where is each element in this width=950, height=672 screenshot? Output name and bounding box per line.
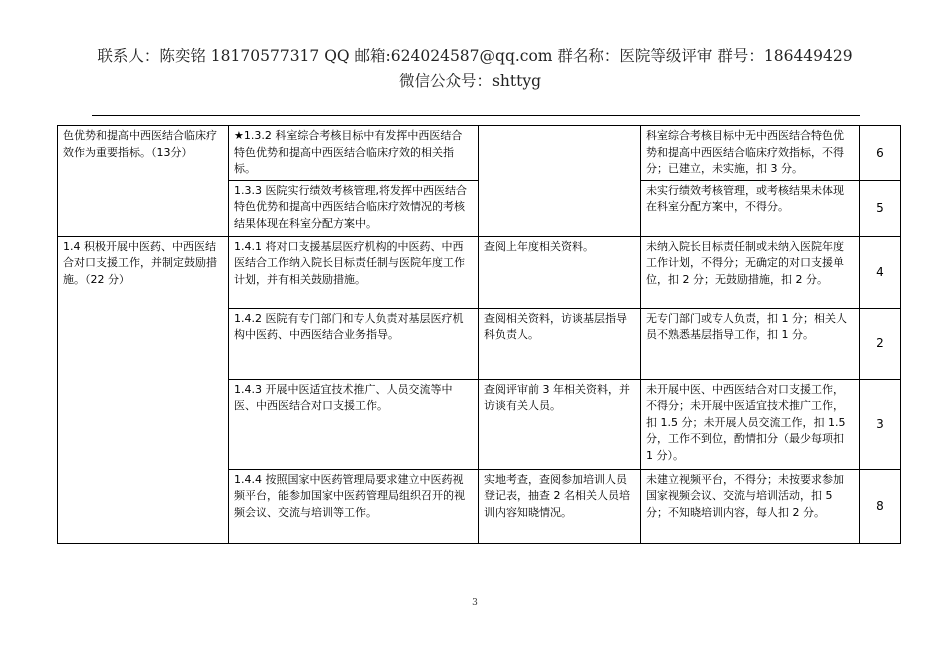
score-cell: 2 [860,308,901,379]
standard-cell: 1.4.1 将对口支援基层医疗机构的中医药、中西医结合工作纳入院长目标责任制与医院年度工作计划，并有相关鼓励措施。 [229,236,479,308]
method-cell: 实地考查，查阅参加培训人员登记表，抽查 2 名相关人员培训内容知晓情况。 [479,469,641,543]
contact-line: 联系人：陈奕铭 18170577317 QQ 邮箱:624024587@qq.com 群名称：医院等级评审 群号：186449429 [97,47,853,65]
score-cell: 4 [860,236,901,308]
category-cell: 色优势和提高中西医结合临床疗效作为重要指标。（13分） [58,126,229,237]
standard-cell: 1.4.4 按照国家中医药管理局要求建立中医药视频平台，能参加国家中医药管理局组织召开的视频会议、交流与培训等工作。 [229,469,479,543]
method-cell [479,126,641,237]
score-cell: 3 [860,379,901,469]
score-cell: 6 [860,126,901,181]
method-cell: 查阅上年度相关资料。 [479,236,641,308]
score-cell: 5 [860,180,901,236]
method-cell: 查阅相关资料，访谈基层指导科负责人。 [479,308,641,379]
wechat-line: 微信公众号：shttyg [398,72,542,90]
score-cell: 8 [860,469,901,543]
standard-cell: 1.4.3 开展中医适宜技术推广、人员交流等中医、中西医结合对口支援工作。 [229,379,479,469]
standard-cell: ★1.3.2 科室综合考核目标中有发挥中西医结合特色优势和提高中西医结合临床疗效的相关指标。 [229,126,479,181]
criteria-cell: 未开展中医、中西医结合对口支援工作，不得分；未开展中医适宜技术推广工作，扣 1.5 分；未开展人员交流工作，扣 1.5 分，工作不到位，酌情扣分（最少每项扣 1 分）。 [641,379,860,469]
criteria-cell: 无专门部门或专人负责，扣 1 分；相关人员不熟悉基层指导工作，扣 1 分。 [641,308,860,379]
table-row [58,126,901,181]
criteria-cell: 未纳入院长目标责任制或未纳入医院年度工作计划，不得分；无确定的对口支援单位，扣 2 分；无鼓励措施，扣 2 分。 [641,236,860,308]
standard-cell: 1.3.3 医院实行绩效考核管理,将发挥中西医结合特色优势和提高中西医结合临床疗效情况的考核结果体现在科室分配方案中。 [229,180,479,236]
standard-cell: 1.4.2 医院有专门部门和专人负责对基层医疗机构中医药、中西医结合业务指导。 [229,308,479,379]
method-cell: 查阅评审前 3 年相关资料，并访谈有关人员。 [479,379,641,469]
page-number: 3 [472,598,478,608]
contact-header [0,44,950,94]
header-rule [92,115,860,116]
criteria-cell: 科室综合考核目标中无中西医结合特色优势和提高中西医结合临床疗效指标，不得分；已建立，未实施，扣 3 分。 [641,126,860,181]
criteria-cell: 未实行绩效考核管理，或考核结果未体现在科室分配方案中，不得分。 [641,180,860,236]
evaluation-table [57,125,901,544]
table-row [58,236,901,308]
criteria-cell: 未建立视频平台，不得分；未按要求参加国家视频会议、交流与培训活动，扣 5 分；不知晓培训内容，每人扣 2 分。 [641,469,860,543]
category-cell: 1.4 积极开展中医药、中西医结合对口支援工作，并制定鼓励措施。（22 分） [58,236,229,543]
